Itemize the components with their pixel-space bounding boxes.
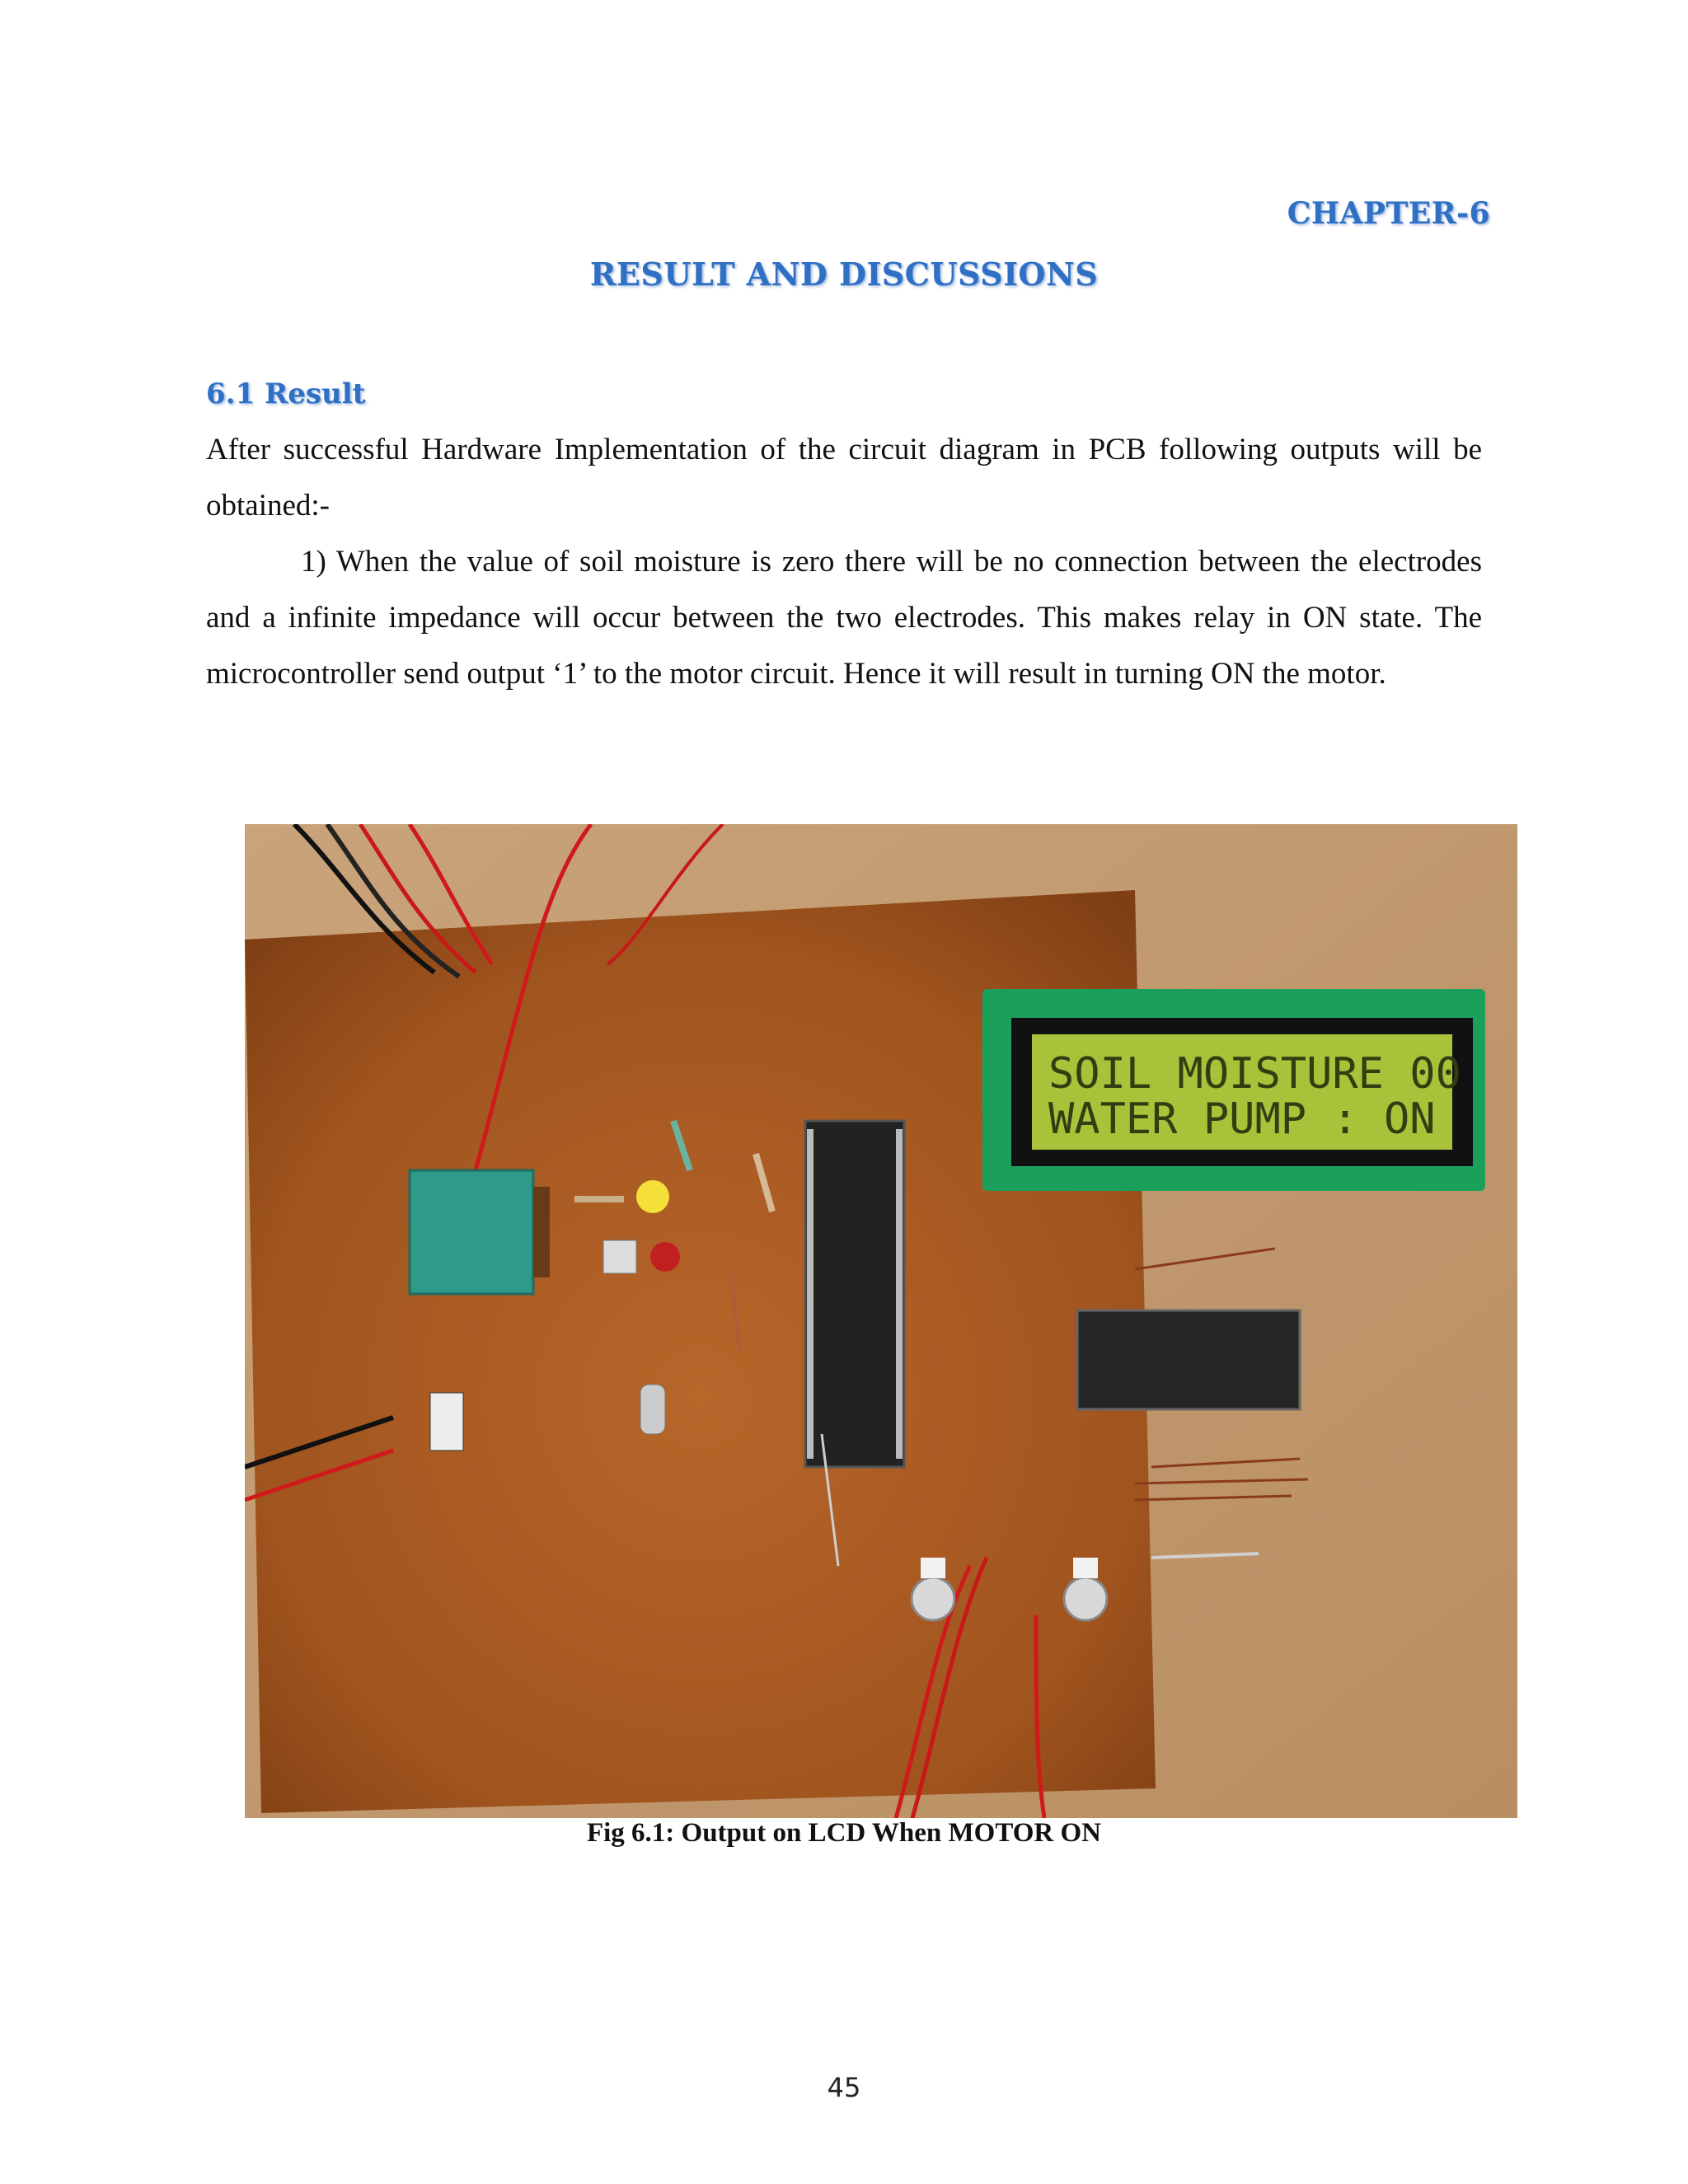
paragraph-intro: After successful Hardware Implementation of the circuit diagram in PCB following outputs will be obtained:- xyxy=(206,433,1482,523)
section-heading: 6.1 Result xyxy=(206,377,366,410)
lcd-line-1: SOIL MOISTURE 00 xyxy=(1048,1049,1461,1099)
circuit-board-photo xyxy=(245,824,1517,1818)
lcd-line-2: WATER PUMP : ON xyxy=(1048,1094,1436,1144)
figure-caption: Fig 6.1: Output on LCD When MOTOR ON xyxy=(586,1818,1102,1848)
paragraph-result-1: 1) When the value of soil moisture is zero there will be no connection between the electrodes and a infinite impedance will occur between the two electrodes. This makes relay in ON state. The microcontroller send output ‘1’ to the motor circuit. Hence it will result in turning ON the motor. xyxy=(206,545,1482,691)
chapter-label: CHAPTER-6 xyxy=(1287,196,1490,231)
chapter-title: RESULT AND DISCUSSIONS xyxy=(589,255,1099,293)
page-number: 45 xyxy=(827,2072,861,2103)
